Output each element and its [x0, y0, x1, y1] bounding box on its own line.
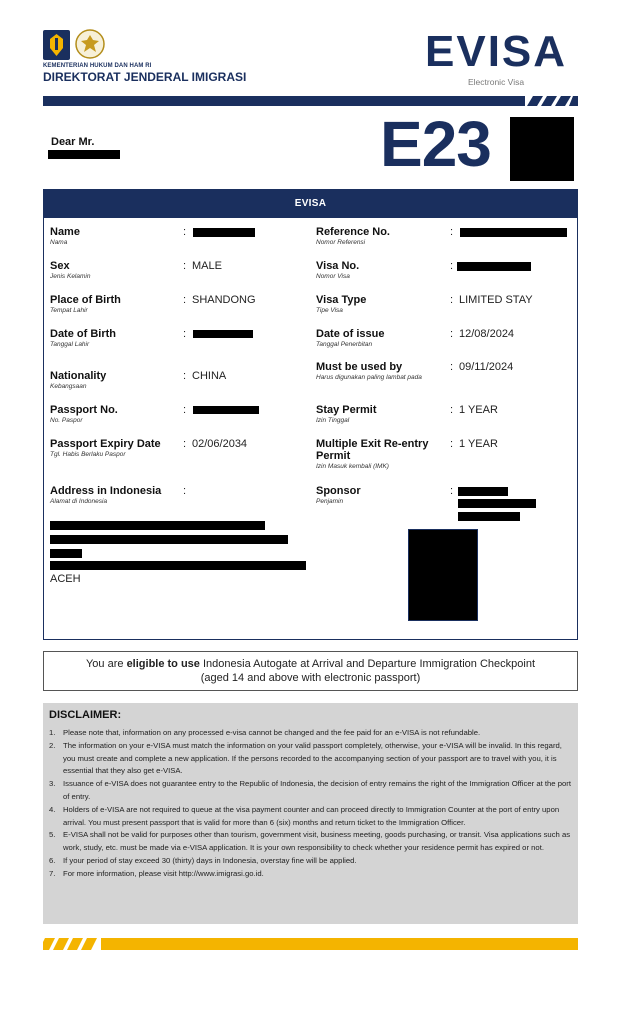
- field-sponsor: [316, 485, 361, 506]
- nationality-colon: :: [183, 370, 187, 382]
- field-name: [50, 226, 80, 247]
- redacted-name-value: [193, 228, 255, 237]
- autogate-eligible: eligible to use: [126, 658, 200, 670]
- sex-value: MALE: [192, 260, 222, 272]
- address-label: Address in Indonesia: [50, 485, 162, 497]
- date-of-birth-sub-label: Tanggal Lahir: [50, 341, 90, 349]
- ministry-emblem-icon: [43, 30, 70, 60]
- sex-colon: :: [183, 260, 187, 272]
- nationality-sub-label: Kebangsaan: [50, 383, 87, 391]
- reference-no-sub-label: Nomor Referensi: [316, 239, 366, 247]
- disclaimer-box: [43, 703, 578, 924]
- redacted-address-line-4: [50, 561, 306, 570]
- passport-no-label: Passport No.: [50, 404, 118, 416]
- multiple-exit-label: Multiple Exit Re-entry Permit: [316, 438, 429, 463]
- stay-permit-value: 1 YEAR: [459, 404, 498, 416]
- redacted-date-of-birth: [193, 330, 253, 338]
- must-be-used-by-sub-label: Harus digunakan paling lambat pada: [316, 374, 422, 382]
- redacted-reference-no: [460, 228, 567, 237]
- redacted-sponsor-line-1: [458, 487, 508, 496]
- date-of-issue-sub-label: Tanggal Penerbitan: [316, 341, 373, 349]
- name-sub-label: Nama: [50, 239, 68, 247]
- address-colon: :: [183, 485, 187, 497]
- redacted-address-line-2: [50, 535, 288, 544]
- evisa-section-title: EVISA: [44, 190, 577, 218]
- must-be-used-by-label: Must be used by: [316, 361, 403, 373]
- reference-no-label: Reference No.: [316, 226, 390, 238]
- sponsor-label: Sponsor: [316, 485, 361, 497]
- passport-expiry-label: Passport Expiry Date: [50, 438, 161, 450]
- must-be-used-by-colon: :: [450, 361, 454, 373]
- visa-type-value: LIMITED STAY: [459, 294, 533, 306]
- disclaimer-item-number: 7.: [49, 868, 56, 878]
- directorate-name: DIREKTORAT JENDERAL IMIGRASI: [43, 70, 247, 84]
- disclaimer-item-number: 3.: [49, 779, 56, 789]
- salutation: Dear Mr.: [51, 136, 95, 148]
- disclaimer-item: [49, 727, 572, 740]
- visa-type-label: Visa Type: [316, 294, 367, 306]
- multiple-exit-sub-label: Izin Masuk kembali (IMK): [316, 463, 389, 471]
- disclaimer-item-number: 1.: [49, 728, 56, 737]
- autogate-line-2: (aged 14 and above with electronic passport): [200, 672, 421, 685]
- disclaimer-item: [49, 778, 572, 804]
- evisa-logo-subtitle: Electronic Visa: [468, 77, 525, 87]
- field-date-of-birth: [50, 328, 116, 349]
- multiple-exit-value: 1 YEAR: [459, 438, 498, 450]
- date-of-issue-colon: :: [450, 328, 454, 340]
- disclaimer-item-text: For more information, please visit http://www.imigrasi.go.id.: [63, 868, 264, 878]
- field-must-be-used-by: [316, 361, 444, 382]
- disclaimer-item-text: E-VISA shall not be valid for purposes other than tourism, government visit, business meeting, goods purchasing, or transit. Visa applications such as work, study, etc. must be made via e-VISA application. It is your own responsibility to check whether your residence permit has expired or not.: [63, 830, 571, 853]
- reference-no-colon: :: [450, 226, 454, 238]
- nationality-value: CHINA: [192, 370, 227, 382]
- visa-no-label: Visa No.: [316, 260, 360, 272]
- visa-no-sub-label: Nomor Visa: [316, 273, 350, 281]
- disclaimer-item: [49, 804, 572, 830]
- sex-sub-label: Jenis Kelamin: [50, 273, 91, 281]
- field-place-of-birth: [50, 294, 121, 315]
- passport-expiry-sub-label: Tgl. Habis Berlaku Paspor: [50, 451, 126, 459]
- qr-code: [510, 117, 574, 181]
- disclaimer-item: [49, 855, 572, 868]
- redacted-passport-no: [193, 406, 259, 414]
- disclaimer-item: [49, 740, 572, 778]
- disclaimer-item-number: 2.: [49, 740, 56, 750]
- place-of-birth-value: SHANDONG: [192, 294, 256, 306]
- address-province: ACEH: [50, 573, 81, 585]
- field-passport-expiry: [50, 438, 161, 459]
- visa-index-code: E23: [380, 108, 491, 180]
- field-passport-no: [50, 404, 118, 425]
- header-stripe-bar: [43, 96, 578, 106]
- redacted-address-line-3: [50, 549, 82, 558]
- stay-permit-colon: :: [450, 404, 454, 416]
- passport-no-colon: :: [183, 404, 187, 416]
- name-label: Name: [50, 226, 80, 238]
- date-of-birth-label: Date of Birth: [50, 328, 116, 340]
- nationality-label: Nationality: [50, 370, 107, 382]
- ministry-name: KEMENTERIAN HUKUM DAN HAM RI: [43, 63, 152, 69]
- multiple-exit-colon: :: [450, 438, 454, 450]
- redacted-address-line-1: [50, 521, 265, 530]
- evisa-logo-text: EVISA: [425, 28, 568, 72]
- field-date-of-issue: [316, 328, 384, 349]
- field-stay-permit: [316, 404, 377, 425]
- place-of-birth-colon: :: [183, 294, 187, 306]
- field-visa-type: [316, 294, 366, 315]
- date-of-issue-value: 12/08/2024: [459, 328, 515, 340]
- redacted-visa-no: [457, 262, 531, 271]
- field-nationality: [50, 370, 106, 391]
- field-sex: [50, 260, 90, 281]
- autogate-prefix: You are: [85, 658, 127, 670]
- field-address: [50, 485, 161, 506]
- sponsor-sub-label: Penjamin: [316, 498, 344, 506]
- disclaimer-item-text: The information on your e-VISA must match the information on your valid passport completely, otherwise, your e-VISA will be invalid. In this regard, you must create and complete a new application. If the persons recorded to the accompanying section of your passport are to travel with you, it is essential that they also get e-VISA.: [63, 740, 562, 776]
- autogate-notice: [43, 651, 578, 691]
- name-colon: :: [183, 226, 187, 238]
- autogate-rest: Indonesia Autogate at Arrival and Departure Immigration Checkpoint: [199, 658, 536, 670]
- disclaimer-item-number: 4.: [49, 804, 56, 814]
- date-of-issue-label: Date of issue: [316, 328, 385, 340]
- disclaimer-list: [49, 727, 572, 881]
- stay-permit-sub-label: Izin Tinggal: [316, 417, 350, 425]
- field-reference-no: [316, 226, 390, 247]
- passport-no-sub-label: No. Paspor: [50, 417, 83, 425]
- stay-permit-label: Stay Permit: [316, 404, 377, 416]
- visa-type-sub-label: Tipe Visa: [316, 307, 343, 315]
- sponsor-colon: :: [450, 485, 454, 497]
- disclaimer-item: [49, 868, 572, 881]
- field-visa-no: [316, 260, 359, 281]
- garuda-emblem-icon: [75, 29, 105, 59]
- disclaimer-item-text: Please note that, information on any processed e-visa cannot be changed and the fee paid for an e-VISA is not refundable.: [63, 728, 481, 737]
- disclaimer-item-number: 5.: [49, 830, 56, 840]
- sex-label: Sex: [50, 260, 70, 272]
- address-sub-label: Alamat di Indonesia: [50, 498, 108, 506]
- place-of-birth-sub-label: Tempat Lahir: [50, 307, 88, 315]
- disclaimer-item-text: Issuance of e-VISA does not guarantee entry to the Republic of Indonesia, the decision of entry remains the right of the Immigration Officer at the port of entry.: [63, 779, 571, 801]
- passport-expiry-colon: :: [183, 438, 187, 450]
- disclaimer-title: DISCLAIMER:: [49, 709, 122, 721]
- disclaimer-item-text: Holders of e-VISA are not required to queue at the visa payment counter and can proceed directly to Immigration Counter at the port of entry upon arrival. You must present passport that is valid for more than 6 (six) months and return ticket to the Immigration Officer.: [63, 804, 560, 827]
- redacted-sponsor-line-2: [458, 499, 536, 508]
- passport-expiry-value: 02/06/2034: [192, 438, 248, 450]
- applicant-photo: [408, 529, 478, 621]
- date-of-birth-colon: :: [183, 328, 187, 340]
- field-multiple-exit-reentry: [316, 438, 446, 471]
- disclaimer-item-number: 6.: [49, 855, 56, 865]
- redacted-sponsor-line-3: [458, 512, 520, 521]
- redacted-applicant-name: [48, 150, 120, 159]
- footer-stripe-bar: [43, 938, 578, 950]
- evisa-logo: [425, 28, 577, 72]
- visa-type-colon: :: [450, 294, 454, 306]
- place-of-birth-label: Place of Birth: [50, 294, 121, 306]
- disclaimer-item-text: If your period of stay exceed 30 (thirty) days in Indonesia, overstay fine will be applied.: [63, 855, 357, 865]
- disclaimer-item: [49, 829, 572, 855]
- visa-no-colon: :: [450, 260, 454, 272]
- must-be-used-by-value: 09/11/2024: [459, 361, 514, 373]
